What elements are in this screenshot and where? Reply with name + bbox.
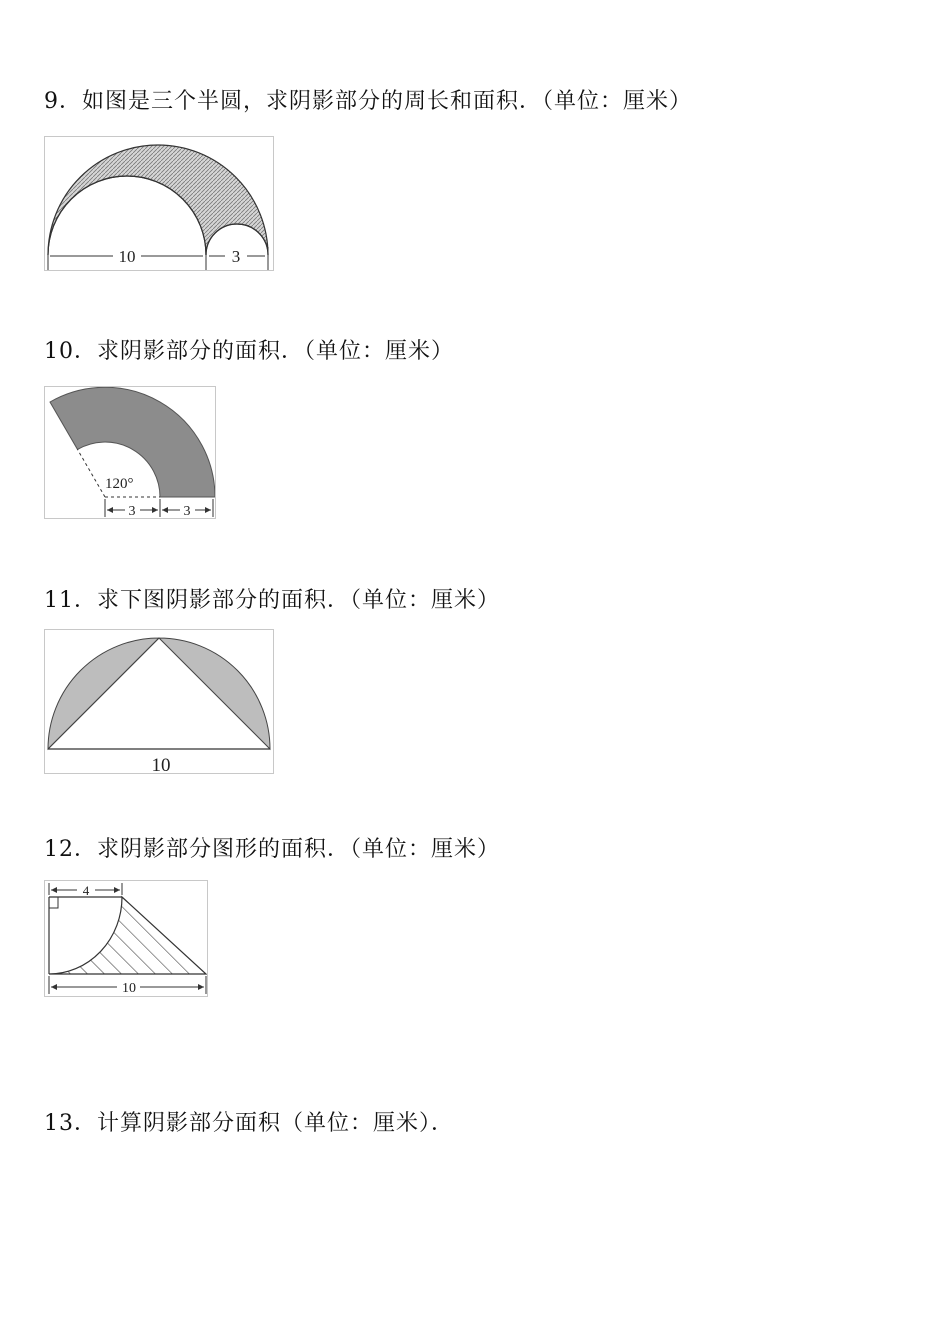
question-11-text: 11．求下图阴影部分的面积．（单位：厘米） <box>44 588 500 613</box>
label-10: 10 <box>122 981 136 996</box>
label-4: 4 <box>82 883 90 898</box>
hatched-region <box>49 897 206 974</box>
figure-semicircle-triangle <box>44 629 274 774</box>
angle-label: 120° <box>105 476 134 492</box>
label-10: 10 <box>118 247 136 266</box>
question-12-text: 12．求阴影部分图形的面积．（单位：厘米） <box>44 837 500 862</box>
label-3-inner: 3 <box>128 504 136 518</box>
question-13-text: 13．计算阴影部分面积（单位：厘米）． <box>44 1111 454 1136</box>
label-3: 3 <box>231 247 241 266</box>
figure-three-semicircles <box>44 136 274 271</box>
shaded-region <box>48 145 268 255</box>
label-3-outer: 3 <box>183 504 191 518</box>
label-10: 10 <box>151 755 171 773</box>
shaded-segments <box>48 638 270 749</box>
figure-annular-sector <box>44 386 216 519</box>
figure-quarter-circle-triangle <box>44 880 208 997</box>
question-9-text: 9．如图是三个半圆，求阴影部分的周长和面积．（单位：厘米） <box>44 89 692 114</box>
question-10-text: 10．求阴影部分的面积．（单位：厘米） <box>44 339 454 364</box>
